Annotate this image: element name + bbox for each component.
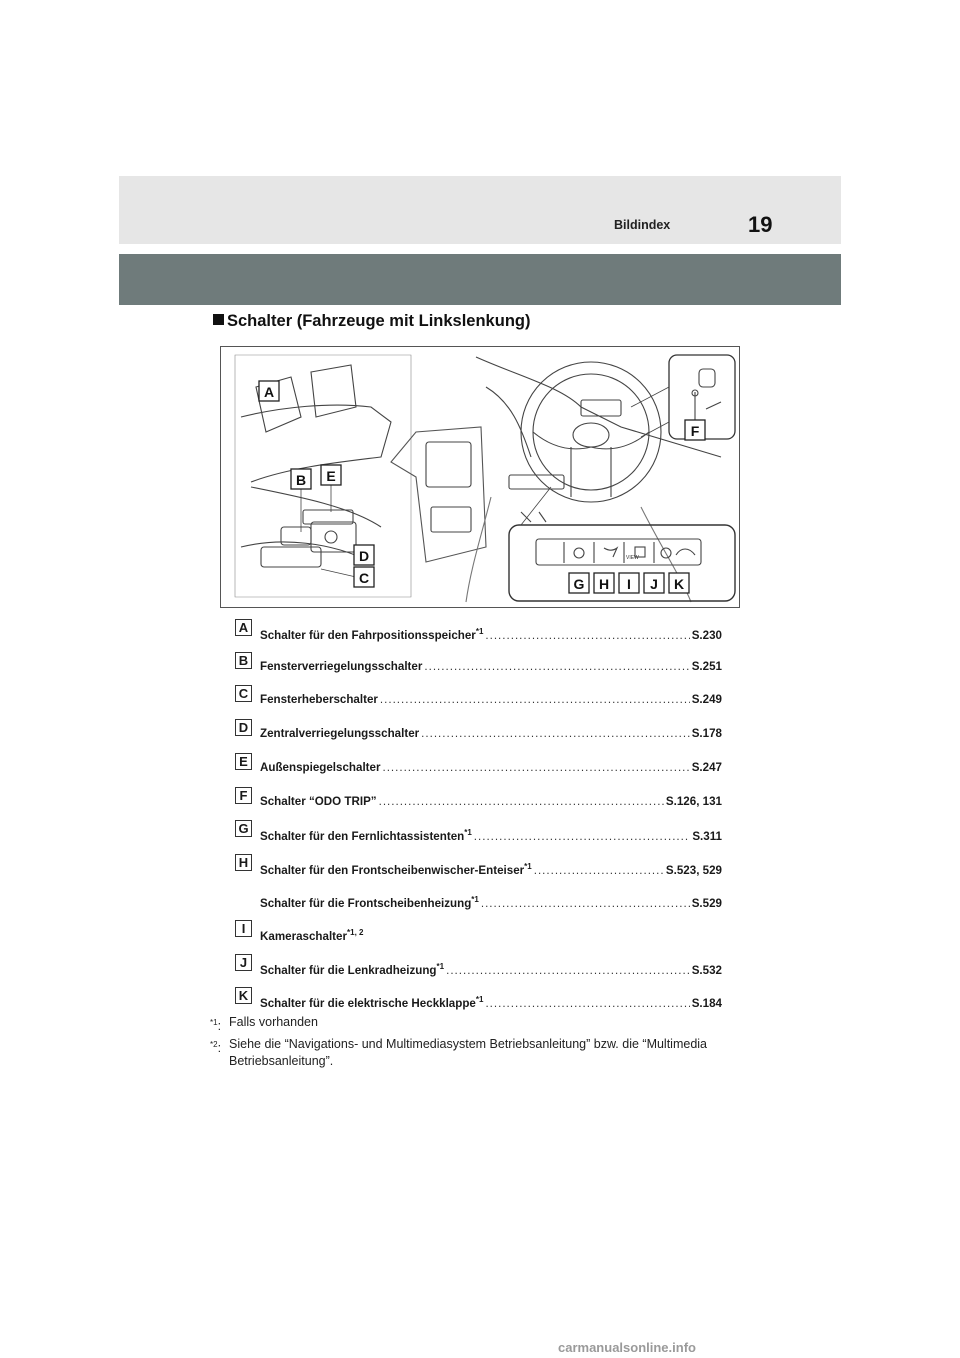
callout-f [685,420,705,440]
view-switch-text: VIEW [626,555,639,561]
entry-g [235,820,722,843]
svg-text:D: D [358,548,370,564]
leader-dots [534,864,664,877]
entry-label: Fensterheberschalter [260,693,378,706]
watermark: carmanualsonline.info [558,1340,696,1355]
entry-letter: F [235,787,252,804]
entry-label: Zentralverriegelungsschalter [260,727,420,740]
entry-page-ref[interactable]: S.230 [691,629,722,642]
entry-label: Schalter “ODO TRIP” [260,795,377,808]
entry-label: Kameraschalter$^{*1, 2}$ [260,928,364,943]
callout-k [669,573,689,593]
entry-label: Schalter für den Fahrpositionsspeicher$^{*1}$ [260,627,484,642]
entry-letter: E [235,753,252,770]
leader-dots [485,997,689,1010]
leader-dots [379,795,664,808]
entry-letter: K [235,987,252,1004]
entry-h-heater [235,887,722,910]
entry-letter: B [235,652,252,669]
leader-dots [421,727,690,740]
entry-letter: A [235,619,252,636]
header-section-title: Bildindex [614,218,671,232]
entry-page-ref[interactable]: S.251 [691,660,722,673]
entry-k [235,987,722,1010]
callout-b [291,469,311,489]
entry-page-ref[interactable]: S.126, 131 [665,795,722,808]
svg-text:E: E [326,468,336,484]
entry-a [235,619,722,642]
svg-text:C: C [358,570,370,586]
entry-page-ref[interactable]: S.523, 529 [665,864,722,877]
entry-label: Außenspiegelschalter [260,761,381,774]
svg-text:I: I [627,576,631,592]
entry-letter: G [235,820,252,837]
footnote-text: Siehe die “Navigations- und Multimediasystem Betriebsanleitung” bzw. die “Multimedia Betriebsanleitung”. [229,1037,708,1068]
square-bullet-icon [213,314,224,325]
leader-dots [424,660,689,673]
footnote-mark: $^{*2}$: [210,1040,222,1055]
entry-label: Schalter für den Frontscheibenwischer-Enteiser$^{*1}$ [260,862,532,877]
svg-text:F: F [690,423,700,439]
entry-page-ref[interactable]: S.529 [691,897,722,910]
entry-label: Schalter für die elektrische Heckklappe$^{*1}$ [260,995,484,1010]
entry-e [235,753,722,773]
entry-h [235,854,722,877]
entry-letter: C [235,685,252,702]
svg-text:B: B [295,472,307,488]
entry-i [235,920,722,943]
svg-text:K: K [673,576,685,592]
page-number: 19 [748,212,773,237]
entry-page-ref[interactable]: S.184 [691,997,722,1010]
leader-dots [446,964,690,977]
footnote-mark: $^{*1}$: [210,1018,222,1033]
callout-h [594,573,614,593]
entry-page-ref[interactable]: S.249 [691,693,722,706]
svg-text:A: A [263,384,275,400]
entry-page-ref[interactable]: S.247 [691,761,722,774]
switch-location-figure [220,346,740,608]
entry-page-ref[interactable]: S.311 [692,830,722,843]
callout-c [354,567,374,587]
callout-a [259,381,279,401]
svg-text:G: G [573,576,585,592]
entry-letter: D [235,719,252,736]
entry-c [235,685,722,705]
footnote-2 [210,1036,730,1070]
section-heading [213,312,530,331]
entry-label: Schalter für den Fernlichtassistenten$^{*1}$ [260,828,472,843]
entry-letter: I [235,920,252,937]
chapter-band [119,254,841,305]
entry-j [235,954,722,977]
entry-label: Schalter für die Frontscheibenheizung$^{*1}$ [260,895,479,910]
entry-page-ref[interactable]: S.178 [691,727,722,740]
entry-letter: H [235,854,252,871]
entry-label: Schalter für die Lenkradheizung$^{*1}$ [260,962,445,977]
entry-f [235,787,722,807]
callout-g [569,573,589,593]
callout-d [354,545,374,565]
leader-dots [380,693,690,706]
header-band [119,176,841,244]
section-heading-text: Schalter (Fahrzeuge mit Linkslenkung) [227,312,531,330]
cockpit-illustration [221,347,740,608]
callout-j [644,573,664,593]
entry-d [235,719,722,739]
entry-label: Fensterverriegelungsschalter [260,660,423,673]
entry-b [235,652,722,672]
footnote-text: Falls vorhanden [229,1015,318,1029]
callout-e [321,465,341,485]
svg-text:J: J [650,576,658,592]
footnote-1 [210,1014,730,1031]
leader-dots [474,830,691,843]
svg-text:H: H [598,576,610,592]
entry-page-ref[interactable]: S.532 [691,964,722,977]
entry-letter: J [235,954,252,971]
leader-dots [485,629,689,642]
leader-dots [481,897,690,910]
leader-dots [382,761,689,774]
callout-i [619,573,639,593]
